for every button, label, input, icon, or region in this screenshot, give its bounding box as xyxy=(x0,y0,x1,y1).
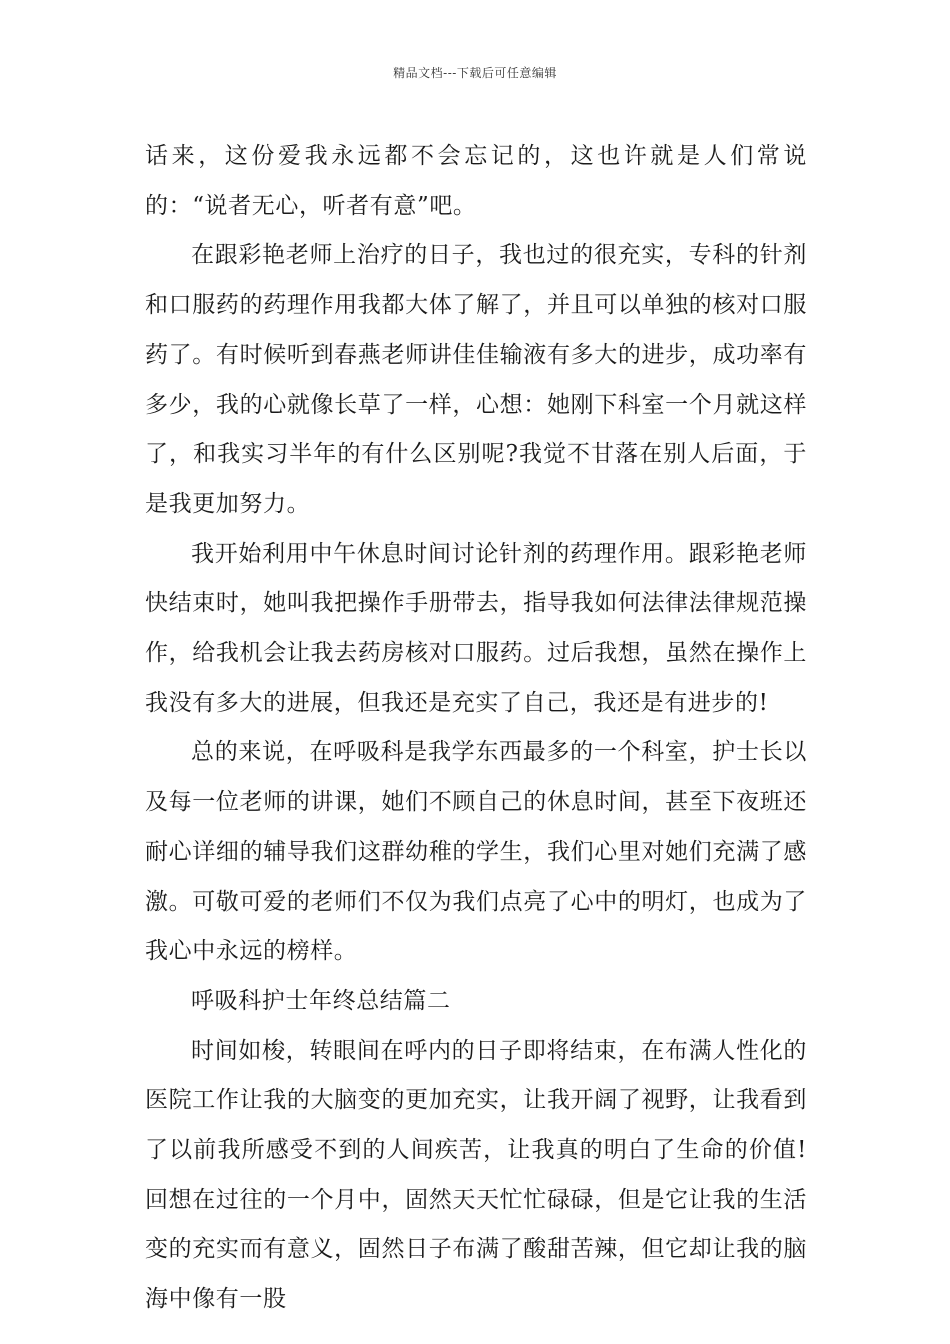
section-heading: 呼吸科护士年终总结篇二 xyxy=(191,987,451,1014)
paragraph: 在跟彩艳老师上治疗的日子，我也过的很充实，专科的针剂和口服药的药理作用我都大体了解了，并且可以单独的核对口服药了。有时候听到春燕老师讲佳佳输液有多大的进步，成功率有多少，我的心就像长草了一样，心想：她刚下科室一个月就这样了，和我实习半年的有什么区别呢?我觉不甘落在别人后面，于是我更加努力。 xyxy=(145,242,807,517)
paragraph: 总的来说，在呼吸科是我学东西最多的一个科室，护士长以及每一位老师的讲课，她们不顾自己的休息时间，甚至下夜班还耐心详细的辅导我们这群幼稚的学生，我们心里对她们充满了感激。可敬可爱的老师们不仅为我们点亮了心中的明灯，也成为了我心中永远的榜样。 xyxy=(145,739,807,965)
paragraph-continuation: 话来，这份爱我永远都不会忘记的，这也许就是人们常说的：“说者无心，听者有意”吧。 xyxy=(145,143,807,219)
paragraph: 时间如梭，转眼间在呼内的日子即将结束，在布满人性化的医院工作让我的大脑变的更加充实，让我开阔了视野，让我看到了以前我所感受不到的人间疾苦，让我真的明白了生命的价值!回想在过往的一个月中，固然天天忙忙碌碌，但是它让我的生活变的充实而有意义，固然日子布满了酸甜苦辣，但它却让我的脑海中像有一股 xyxy=(145,1037,807,1313)
page-header: 精品文档---下载后可任意编辑 xyxy=(393,66,557,80)
document-body xyxy=(145,132,807,1325)
paragraph: 我开始利用中午休息时间讨论针剂的药理作用。跟彩艳老师快结束时，她叫我把操作手册带去，指导我如何法律法律规范操作，给我机会让我去药房核对口服药。过后我想，虽然在操作上我没有多大的进展，但我还是充实了自己，我还是有进步的! xyxy=(145,540,807,716)
